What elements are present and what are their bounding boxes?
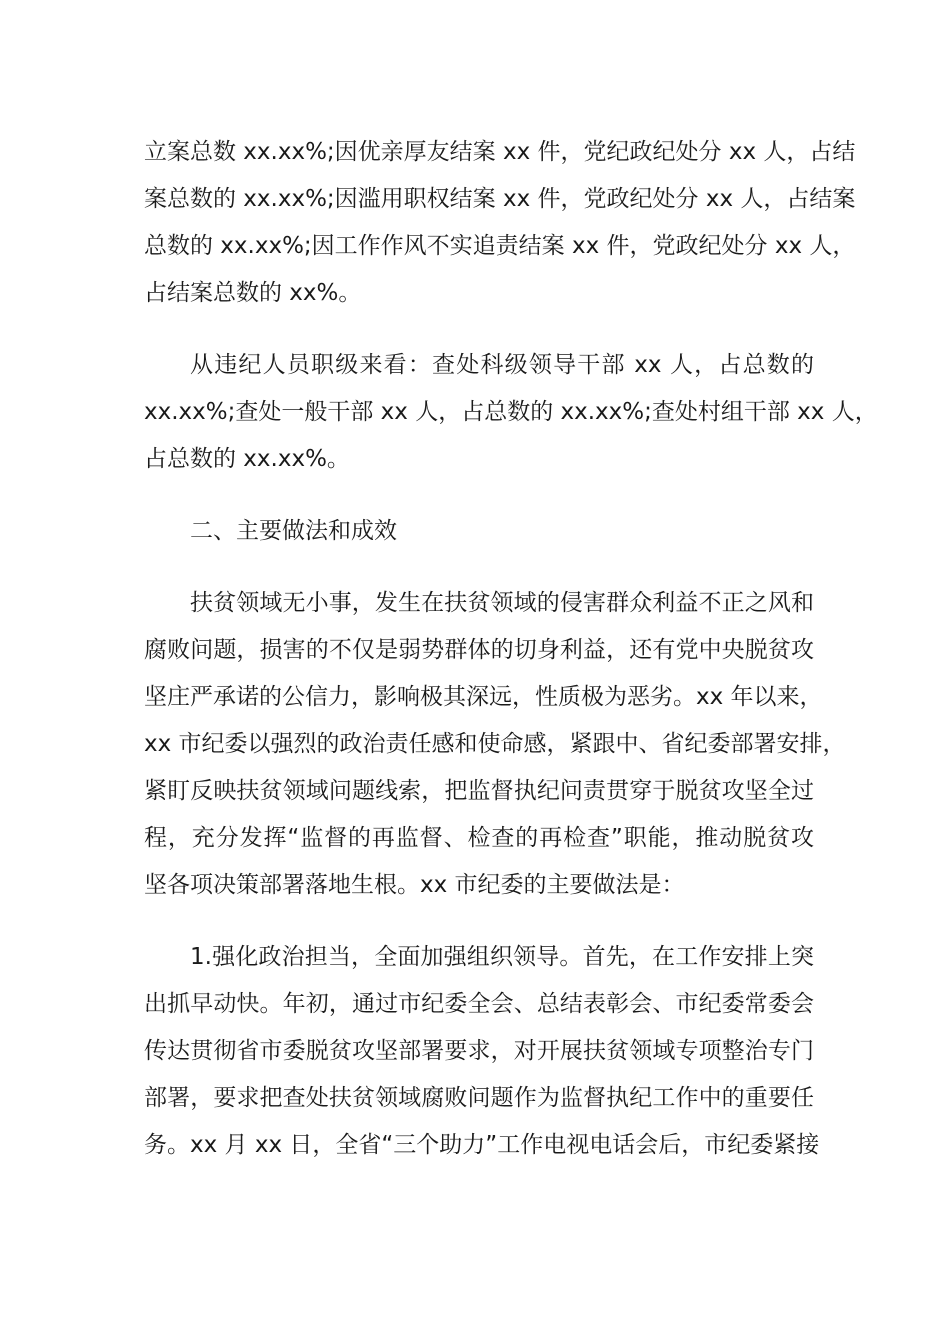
text-line: 务。xx 月 xx 日，全省“三个助力”工作电视电话会后，市纪委紧接 bbox=[144, 1132, 820, 1158]
text-line: 扶贫领域无小事，发生在扶贫领域的侵害群众利益不正之风和 bbox=[190, 590, 814, 616]
text-line: 立案总数 xx.xx%;因优亲厚友结案 xx 件，党纪政纪处分 xx 人，占结 bbox=[144, 139, 856, 165]
text-line: xx.xx%;查处一般干部 xx 人，占总数的 xx.xx%;查处村组干部 xx 人， bbox=[144, 399, 878, 425]
text-line: 占总数的 xx.xx%。 bbox=[144, 446, 350, 472]
text-line: 腐败问题，损害的不仅是弱势群体的切身利益，还有党中央脱贫攻 bbox=[144, 637, 814, 663]
paragraph-political-responsibility bbox=[144, 934, 820, 1169]
text-line: 案总数的 xx.xx%;因滥用职权结案 xx 件，党政纪处分 xx 人，占结案 bbox=[144, 186, 856, 212]
text-line: 占结案总数的 xx%。 bbox=[144, 280, 362, 306]
text-line: 传达贯彻省市委脱贫攻坚部署要求，对开展扶贫领域专项整治专门 bbox=[144, 1038, 814, 1064]
text-line: 程，充分发挥“监督的再监督、检查的再检查”职能，推动脱贫攻 bbox=[144, 825, 814, 851]
paragraph-case-statistics bbox=[144, 129, 856, 317]
paragraph-spacing bbox=[144, 483, 814, 508]
section-heading bbox=[144, 508, 814, 555]
paragraph-rank-statistics bbox=[144, 342, 878, 483]
text-line: 从违纪人员职级来看：查处科级领导干部 xx 人，占总数的 bbox=[190, 352, 814, 378]
document-body bbox=[144, 129, 878, 1169]
text-line: 出抓早动快。年初，通过市纪委全会、总结表彰会、市纪委常委会 bbox=[144, 991, 814, 1017]
paragraph-spacing bbox=[144, 555, 814, 580]
text-line: 1.强化政治担当，全面加强组织领导。首先，在工作安排上突 bbox=[190, 944, 814, 970]
heading-text: 二、主要做法和成效 bbox=[190, 518, 397, 544]
text-line: 坚各项决策部署落地生根。xx 市纪委的主要做法是： bbox=[144, 872, 685, 898]
text-line: 坚庄严承诺的公信力，影响极其深远，性质极为恶劣。xx 年以来， bbox=[144, 684, 823, 710]
text-line: 总数的 xx.xx%;因工作作风不实追责结案 xx 件，党政纪处分 xx 人， bbox=[144, 233, 856, 259]
paragraph-poverty-alleviation bbox=[144, 580, 846, 909]
paragraph-spacing bbox=[144, 317, 814, 342]
text-line: xx 市纪委以强烈的政治责任感和使命感，紧跟中、省纪委部署安排， bbox=[144, 731, 846, 757]
paragraph-spacing bbox=[144, 909, 814, 934]
text-line: 紧盯反映扶贫领域问题线索，把监督执纪问责贯穿于脱贫攻坚全过 bbox=[144, 778, 814, 804]
text-line: 部署，要求把查处扶贫领域腐败问题作为监督执纪工作中的重要任 bbox=[144, 1085, 814, 1111]
